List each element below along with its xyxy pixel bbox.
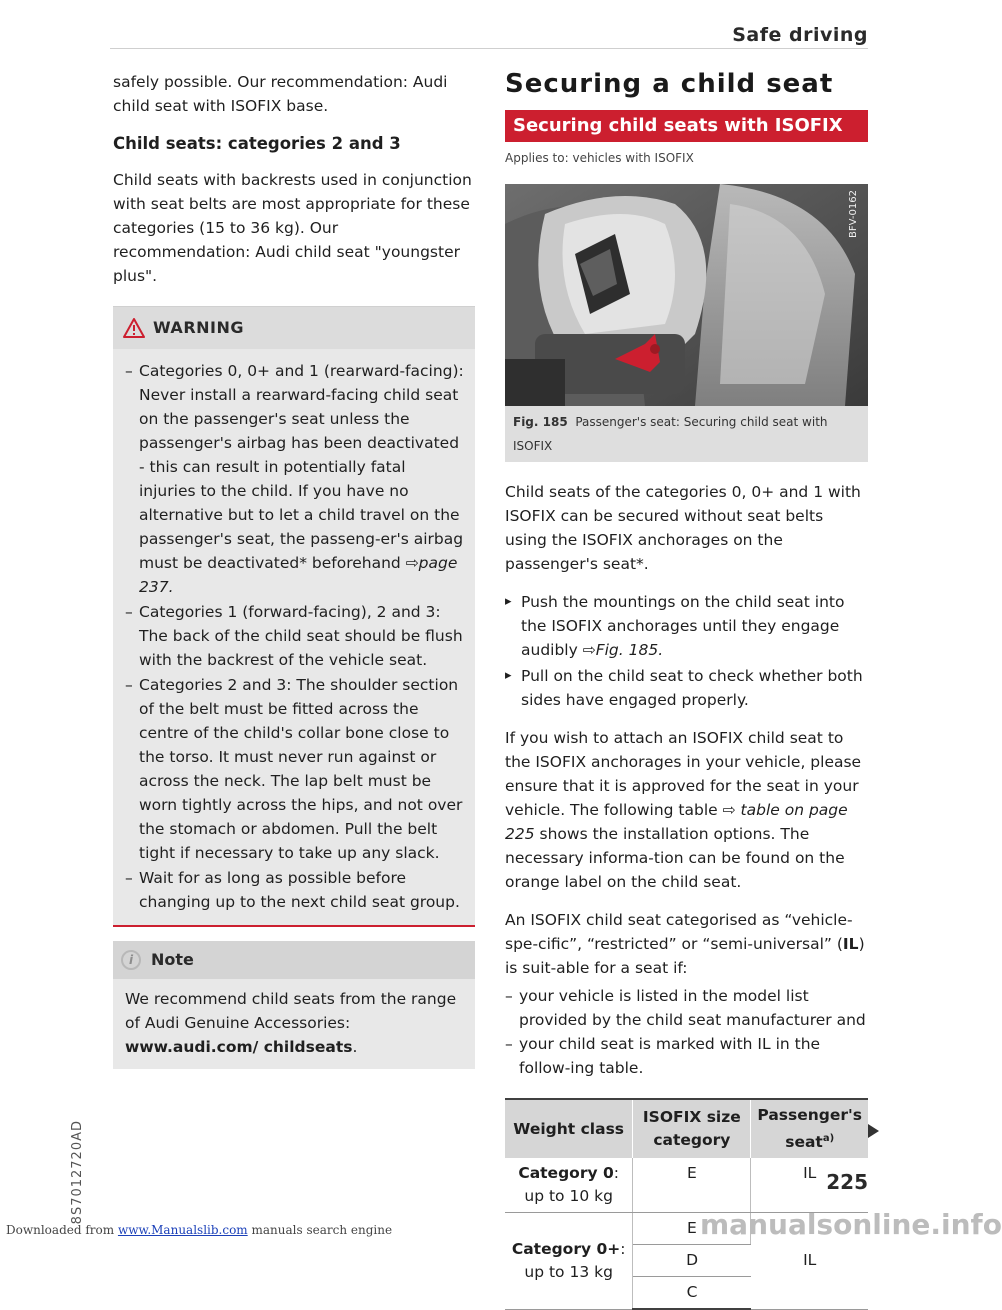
warning-list [113,359,475,914]
condition-item: – your vehicle is listed in the model list provided by the child seat manufacturer and [505,984,868,1032]
figure-reference-link[interactable]: ⇨Fig. 185. [582,641,664,659]
left-column [113,70,475,1069]
warning-item [125,359,465,599]
note-header [113,941,475,979]
size-category-cell: E [633,1158,751,1213]
instruction-step [505,590,868,662]
instruction-list [505,590,868,712]
child-seat-illustration [505,184,868,406]
note-box [113,941,475,1069]
weight-range: up to 13 kg [524,1262,613,1281]
weight-class-cell [505,1158,633,1213]
note-body [113,979,475,1059]
warning-header [113,306,475,349]
category-colon: : [620,1239,626,1258]
header-size-category: ISOFIX size category [633,1099,751,1158]
note-end: . [352,1038,358,1056]
weight-class-cell [505,1213,633,1310]
section-title: Safe driving [732,24,868,46]
manualslib-link[interactable]: www.Manualslib.com [117,1223,248,1237]
paragraph [505,908,868,980]
right-column [505,70,868,1310]
info-icon: i [121,950,141,970]
figure-caption-text: Passenger's seat: Securing child seat with ISOFIX [513,415,828,453]
header-divider [110,48,868,49]
passenger-seat-cell: IL [751,1213,868,1310]
subheading: Child seats: categories 2 and 3 [113,134,401,153]
note-text: We recommend child seats from the range of Audi Genuine Accessories: [125,990,457,1032]
category-name: Category 0+ [511,1239,621,1258]
paragraph: Child seats of the categories 0, 0+ and 1 with ISOFIX can be secured without seat belts using the ISOFIX anchorages on the passenger's seat*. [505,483,861,573]
footer-prefix: Downloaded from [6,1223,118,1237]
category-name: Category 0 [518,1164,614,1183]
condition-list [505,984,868,1080]
figure-image [505,184,868,406]
body-paragraph: Child seats with backrests used in conjunction with seat belts are most appropriate for these categories (15 to 36 kg). Our recommendation: Audi child seat "youngster plus". [113,171,472,285]
il-bold: IL [842,935,859,953]
size-category-cell: D [633,1245,751,1277]
note-link[interactable]: www.audi.com/ childseats [125,1038,353,1056]
intro-paragraph: safely possible. Our recommendation: Audi child seat with ISOFIX base. [113,73,448,115]
condition-item: – your child seat is marked with IL in the follow-ing table. [505,1032,868,1080]
isofix-table [505,1098,868,1310]
instruction-step: ▸ Pull on the child seat to check whether both sides have engaged properly. [505,664,868,712]
figure-caption [505,406,868,462]
page-title: Securing a child seat [505,69,834,99]
warning-item: – Categories 2 and 3: The shoulder section of the belt must be fitted across the centre of the child's collar bone close to the torso. It must never run against or across the neck. The lap belt must be worn tightly across the hips, and not over the stomach or abdomen. Pull the belt tight if necessary to take up any slack. [125,673,465,865]
table-row [505,1158,868,1213]
continue-arrow-icon [868,1124,879,1138]
table-reference-link[interactable]: ⇨ table on page 225 [505,801,848,843]
header-weight-class: Weight class [505,1099,633,1158]
page-reference-link[interactable]: ⇨page 237. [139,554,458,596]
page-number: 225 [826,1170,868,1194]
document-code: 8S7012720AD [70,1120,85,1225]
paragraph-text: shows the installation options. The necessary informa-tion can be found on the orange label on the child seat. [505,825,845,891]
paragraph-text: If you wish to attach an ISOFIX child seat to the ISOFIX anchorages in your vehicle, please ensure that it is approved for the seat in your vehicle. The following table [505,729,862,819]
paragraph-text: An ISOFIX child seat categorised as “vehicle-spe-cific”, “restricted” or “semi-universal” ( [505,911,853,953]
figure-code: BFV-0162 [848,190,859,238]
step-text: Push the mountings on the child seat into the ISOFIX anchorages until they engage audibly [521,593,845,659]
warning-item: – Wait for as long as possible before changing up to the next child seat group. [125,866,465,914]
warning-item-text: Categories 0, 0+ and 1 (rearward-facing): Never install a rearward-facing child seat on the passenger's seat unless the passenger's airbag has been deactivated - this can result in potentially fatal injuries to the child. If you have no alternative but to let a child travel on the passenger's seat, the passeng-er's airbag must be deactivated* beforehand [139,362,464,572]
paragraph [505,726,868,894]
table-header-row [505,1099,868,1158]
weight-range: up to 10 kg [524,1187,613,1206]
header-passenger-seat [751,1099,868,1158]
section-bar: Securing child seats with ISOFIX [505,110,868,142]
download-footer [6,1223,392,1237]
passenger-seat-cell: IL [751,1158,868,1213]
footer-suffix: manuals search engine [247,1223,393,1237]
warning-triangle-icon [123,318,145,338]
header-passenger-seat-text: Passenger's seat [757,1106,862,1152]
warning-title: WARNING [153,318,244,337]
applies-to: Applies to: vehicles with ISOFIX [505,151,694,165]
category-colon: : [613,1164,619,1183]
note-title: Note [151,950,194,969]
paragraph-text: ) is suit-able for a seat if: [505,935,865,977]
watermark: manualsonline.info [700,1208,1002,1241]
figure-label: Fig. 185 [513,415,568,429]
footnote-marker: a) [822,1133,835,1144]
size-category-cell: E [633,1213,751,1245]
warning-box [113,306,475,927]
warning-item: – Categories 1 (forward-facing), 2 and 3: The back of the child seat should be flush with the backrest of the vehicle seat. [125,600,465,672]
size-category-cell: C [633,1277,751,1310]
